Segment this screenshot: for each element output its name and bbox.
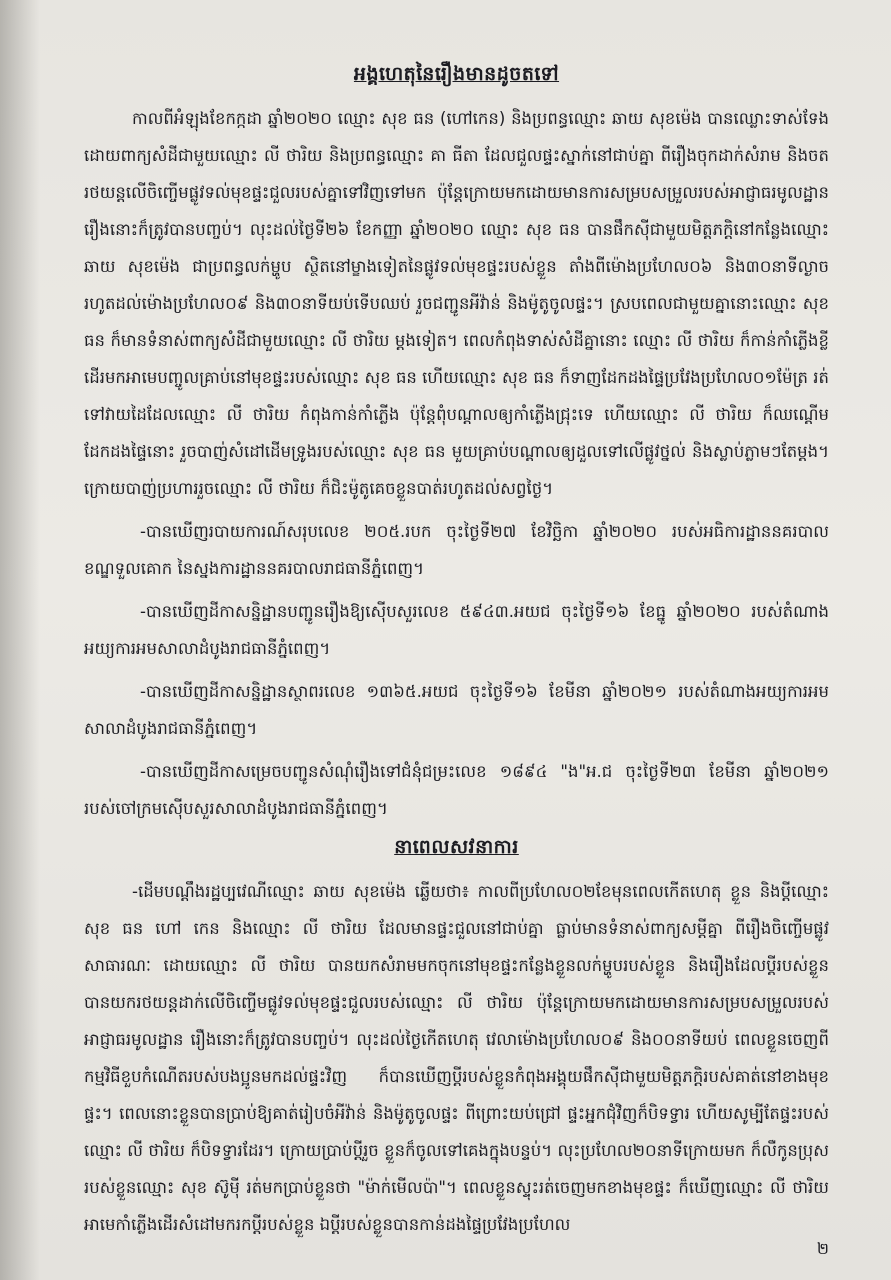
- page-shadow: [0, 0, 40, 1280]
- reference-item: -បានឃើញរបាយការណ៍សរុបលេខ ២០៥.របក ចុះថ្ងៃទី២៧ ខែវិច្ឆិកា ឆ្នាំ២០២០ របស់អធិការដ្ឋាននគរបាលខណ្ឌទួលគោក នៃស្នងការដ្ឋាននគរបាលរាជធានីភ្នំពេញ។: [84, 522, 829, 578]
- section-heading: នាពេលសវនាការ: [394, 836, 519, 858]
- page-number: ២: [816, 1239, 829, 1258]
- reference-item: -បានឃើញដីកាសម្រេចបញ្ជូនសំណុំរឿងទៅជំនុំជម្រះលេខ ១៨៩៤ "ង"អ.ជ ចុះថ្ងៃទី២៣ ខែមីនា ឆ្នាំ២០២១ របស់ចៅក្រមស៊ើបសួរសាលាដំបូងរាជធានីភ្នំពេញ។: [84, 762, 829, 818]
- hearing-paragraph: -ដើមបណ្តឹងរដ្ឋប្បវេណីឈ្មោះ ឆាយ សុខម៉េង ឆ្លើយថា៖ កាលពីប្រហែល០២ខែមុនពេលកើតហេតុ ខ្លួន និងប្តីឈ្មោះ សុខ ធន ហៅ កេន និងឈ្មោះ លី ថារិយ ដែលមានផ្ទះជួលនៅជាប់គ្នា ធ្លាប់មានទំនាស់ពាក្យសម្តីគ្នា ពីរឿងចិញ្ចើមផ្លូវសាធារណៈ ដោយឈ្មោះ លី ថារិយ បានយកសំរាមមកចុកនៅមុខផ្ទះកន្លែងខ្លួនលក់ម្ហូបរបស់ខ្លួន និងរឿងដែលប្តីរបស់ខ្លួនបានយករថយន្តដាក់លើចិញ្ចើមផ្លូវទល់មុខផ្ទះជួលរបស់ឈ្មោះ លី ថារិយ ប៉ុន្តែក្រោយមកដោយមានការសម្របសម្រួលរបស់អាជ្ញាធរមូលដ្ឋាន រឿងនោះក៏ត្រូវបានបញ្ចប់។ លុះដល់ថ្ងៃកើតហេតុ វេលាម៉ោងប្រហែល០៩ និង០០នាទីយប់ ពេលខ្លួនចេញពីកម្មវិធីខួបកំណើតរបស់បងប្អូនមកដល់ផ្ទះវិញ ក៏បានឃើញប្តីរបស់ខ្លួនកំពុងអង្គុយផឹកស៊ីជាមួយមិត្តភក្តិរបស់គាត់នៅខាងមុខផ្ទះ។ ពេលនោះខ្លួនបានប្រាប់ឱ្យគាត់រៀបចំអីវ៉ាន់ និងម៉ូតូចូលផ្ទះ ពីព្រោះយប់ជ្រៅ ផ្ទះអ្នកជុំវិញក៏បិទទ្វារ ហើយសូម្បីតែផ្ទះរបស់ឈ្មោះ លី ថារិយ ក៏បិទទ្វារដែរ។ ក្រោយប្រាប់ប្តីរួច ខ្លួនក៏ចូលទៅគេងក្នុងបន្ទប់។ លុះប្រហែល២០នាទីក្រោយមក ក៏លឺកូនប្រុសរបស់ខ្លួនឈ្មោះ សុខ ស៊ូម៉ី រត់មកប្រាប់ខ្លួនថា "ម៉ាក់មើលប៉ា"។ ពេលខ្លួនស្ទុះរត់ចេញមកខាងមុខផ្ទះ ក៏ឃើញឈ្មោះ លី ថារិយ អាមេកាំភ្លើងដើរសំដៅមករកប្តីរបស់ខ្លួន ឯប្តីរបស់ខ្លួនបានកាន់ដងផ្ទៃប្រវែងប្រហែល: [84, 882, 829, 1234]
- facts-paragraph: កាលពីអំឡុងខែកក្កដា ឆ្នាំ២០២០ ឈ្មោះ សុខ ធន (ហៅកេន) និងប្រពន្ធឈ្មោះ ឆាយ សុខម៉េង បានឈ្លោះទាស់ទែងដោយពាក្យសំដីជាមួយឈ្មោះ លី ថារិយ និងប្រពន្ធឈ្មោះ គា ធីតា ដែលជួលផ្ទះស្នាក់នៅជាប់គ្នា ពីរឿងចុកដាក់សំរាម និងចតរថយន្តលើចិញ្ចើមផ្លូវទល់មុខផ្ទះជួលរបស់គ្នាទៅវិញទៅមក ប៉ុន្តែក្រោយមកដោយមានការសម្របសម្រួលរបស់អាជ្ញាធរមូលដ្ឋាន រឿងនោះក៏ត្រូវបានបញ្ចប់។ លុះដល់ថ្ងៃទី២៦ ខែកញ្ញា ឆ្នាំ២០២០ ឈ្មោះ សុខ ធន បានផឹកស៊ីជាមួយមិត្តភក្តិនៅកន្លែងឈ្មោះ ឆាយ សុខម៉េង ជាប្រពន្ធលក់ម្ហូប ស្ថិតនៅម្ខាងទៀតនៃផ្លូវទល់មុខផ្ទះរបស់ខ្លួន តាំងពីម៉ោងប្រហែល០៦ និង៣០នាទីល្ងាច រហូតដល់ម៉ោងប្រហែល០៩ និង៣០នាទីយប់ទើបឈប់ រួចជញ្ជូនអីវ៉ាន់ និងម៉ូតូចូលផ្ទះ។ ស្របពេលជាមួយគ្នានោះឈ្មោះ សុខ ធន ក៏មានទំនាស់ពាក្យសំដីជាមួយឈ្មោះ លី ថារិយ ម្តងទៀត។ ពេលកំពុងទាស់សំដីគ្នានោះ ឈ្មោះ លី ថារិយ ក៏កាន់កាំភ្លើងខ្លីដើរមកអាមេបញ្ចូលគ្រាប់នៅមុខផ្ទះរបស់ឈ្មោះ សុខ ធន ហើយឈ្មោះ សុខ ធន ក៏ទាញដែកដងផ្ទៃប្រវែងប្រហែល០១ម៉ែត្រ រត់ទៅវាយដៃដែលឈ្មោះ លី ថារិយ កំពុងកាន់កាំភ្លើង ប៉ុន្តែពុំបណ្តាលឲ្យកាំភ្លើងជ្រុះទេ ហើយឈ្មោះ លី ថារិយ ក៏ឈណ្តើមដែកដងផ្ទៃនោះ រួចបាញ់សំដៅដើមទ្រូងរបស់ឈ្មោះ សុខ ធន មួយគ្រាប់បណ្តាលឲ្យដួលទៅលើផ្លូវថ្នល់ និងស្លាប់ភ្លាមៗតែម្តង។ ក្រោយបាញ់ប្រហាររួចឈ្មោះ លី ថារិយ ក៏ជិះម៉ូតូគេចខ្លួនបាត់រហូតដល់សព្វថ្ងៃ។: [84, 109, 829, 498]
- document-title: អង្គហេតុនៃរឿងមានដូចតទៅ: [353, 63, 560, 85]
- reference-item: -បានឃើញដីកាសន្និដ្ឋានស្ថាពរលេខ ១៣៦៥.អយជ ចុះថ្ងៃទី១៦ ខែមីនា ឆ្នាំ២០២១ របស់តំណាងអយ្យការអមសាលាដំបូងរាជធានីភ្នំពេញ។: [84, 682, 829, 738]
- reference-item: -បានឃើញដីកាសន្និដ្ឋានបញ្ជូនរឿងឱ្យស៊ើបសួរលេខ ៥៩៤៣.អយជ ចុះថ្ងៃទី១៦ ខែធ្នូ ឆ្នាំ២០២០ របស់តំណាងអយ្យការអមសាលាដំបូងរាជធានីភ្នំពេញ។: [84, 602, 829, 658]
